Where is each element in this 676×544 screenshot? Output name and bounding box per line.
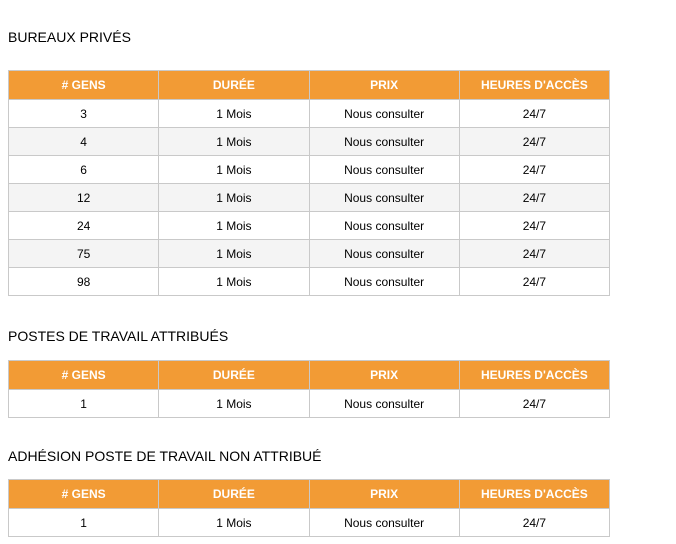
cell-price: Nous consulter bbox=[309, 268, 459, 296]
cell-price: Nous consulter bbox=[309, 100, 459, 128]
table-row bbox=[9, 184, 610, 212]
table-header-row bbox=[9, 361, 610, 390]
column-header-duration: DURÉE bbox=[159, 361, 309, 390]
column-header-people: # GENS bbox=[9, 480, 159, 509]
cell-people: 24 bbox=[9, 212, 159, 240]
cell-duration: 1 Mois bbox=[159, 212, 309, 240]
cell-people: 3 bbox=[9, 100, 159, 128]
cell-access-hours: 24/7 bbox=[459, 156, 609, 184]
cell-access-hours: 24/7 bbox=[459, 390, 609, 418]
table-row bbox=[9, 509, 610, 537]
cell-duration: 1 Mois bbox=[159, 268, 309, 296]
table-row bbox=[9, 128, 610, 156]
table-row bbox=[9, 100, 610, 128]
cell-duration: 1 Mois bbox=[159, 100, 309, 128]
section-title-hot-desk-membership: ADHÉSION POSTE DE TRAVAIL NON ATTRIBUÉ bbox=[8, 448, 322, 464]
table-header-row bbox=[9, 71, 610, 100]
cell-access-hours: 24/7 bbox=[459, 128, 609, 156]
cell-people: 1 bbox=[9, 509, 159, 537]
column-header-price: PRIX bbox=[309, 361, 459, 390]
cell-people: 4 bbox=[9, 128, 159, 156]
column-header-duration: DURÉE bbox=[159, 480, 309, 509]
column-header-price: PRIX bbox=[309, 480, 459, 509]
cell-duration: 1 Mois bbox=[159, 509, 309, 537]
cell-duration: 1 Mois bbox=[159, 156, 309, 184]
section-title-private-offices: BUREAUX PRIVÉS bbox=[8, 29, 131, 45]
cell-price: Nous consulter bbox=[309, 390, 459, 418]
column-header-duration: DURÉE bbox=[159, 71, 309, 100]
cell-price: Nous consulter bbox=[309, 212, 459, 240]
table-row bbox=[9, 156, 610, 184]
column-header-access-hours: HEURES D'ACCÈS bbox=[459, 361, 609, 390]
cell-duration: 1 Mois bbox=[159, 240, 309, 268]
cell-price: Nous consulter bbox=[309, 184, 459, 212]
cell-people: 12 bbox=[9, 184, 159, 212]
column-header-price: PRIX bbox=[309, 71, 459, 100]
cell-access-hours: 24/7 bbox=[459, 100, 609, 128]
column-header-access-hours: HEURES D'ACCÈS bbox=[459, 480, 609, 509]
private-offices-table bbox=[8, 70, 610, 296]
cell-price: Nous consulter bbox=[309, 240, 459, 268]
cell-price: Nous consulter bbox=[309, 509, 459, 537]
cell-duration: 1 Mois bbox=[159, 128, 309, 156]
cell-people: 1 bbox=[9, 390, 159, 418]
cell-duration: 1 Mois bbox=[159, 184, 309, 212]
assigned-desks-table bbox=[8, 360, 610, 418]
hot-desk-membership-table bbox=[8, 479, 610, 537]
column-header-people: # GENS bbox=[9, 361, 159, 390]
table-row bbox=[9, 212, 610, 240]
cell-price: Nous consulter bbox=[309, 128, 459, 156]
cell-access-hours: 24/7 bbox=[459, 268, 609, 296]
cell-access-hours: 24/7 bbox=[459, 212, 609, 240]
cell-access-hours: 24/7 bbox=[459, 509, 609, 537]
cell-people: 98 bbox=[9, 268, 159, 296]
cell-people: 6 bbox=[9, 156, 159, 184]
cell-access-hours: 24/7 bbox=[459, 184, 609, 212]
cell-duration: 1 Mois bbox=[159, 390, 309, 418]
table-row bbox=[9, 240, 610, 268]
cell-price: Nous consulter bbox=[309, 156, 459, 184]
column-header-people: # GENS bbox=[9, 71, 159, 100]
table-header-row bbox=[9, 480, 610, 509]
table-row bbox=[9, 268, 610, 296]
column-header-access-hours: HEURES D'ACCÈS bbox=[459, 71, 609, 100]
cell-access-hours: 24/7 bbox=[459, 240, 609, 268]
cell-people: 75 bbox=[9, 240, 159, 268]
table-row bbox=[9, 390, 610, 418]
section-title-assigned-desks: POSTES DE TRAVAIL ATTRIBUÉS bbox=[8, 328, 229, 344]
